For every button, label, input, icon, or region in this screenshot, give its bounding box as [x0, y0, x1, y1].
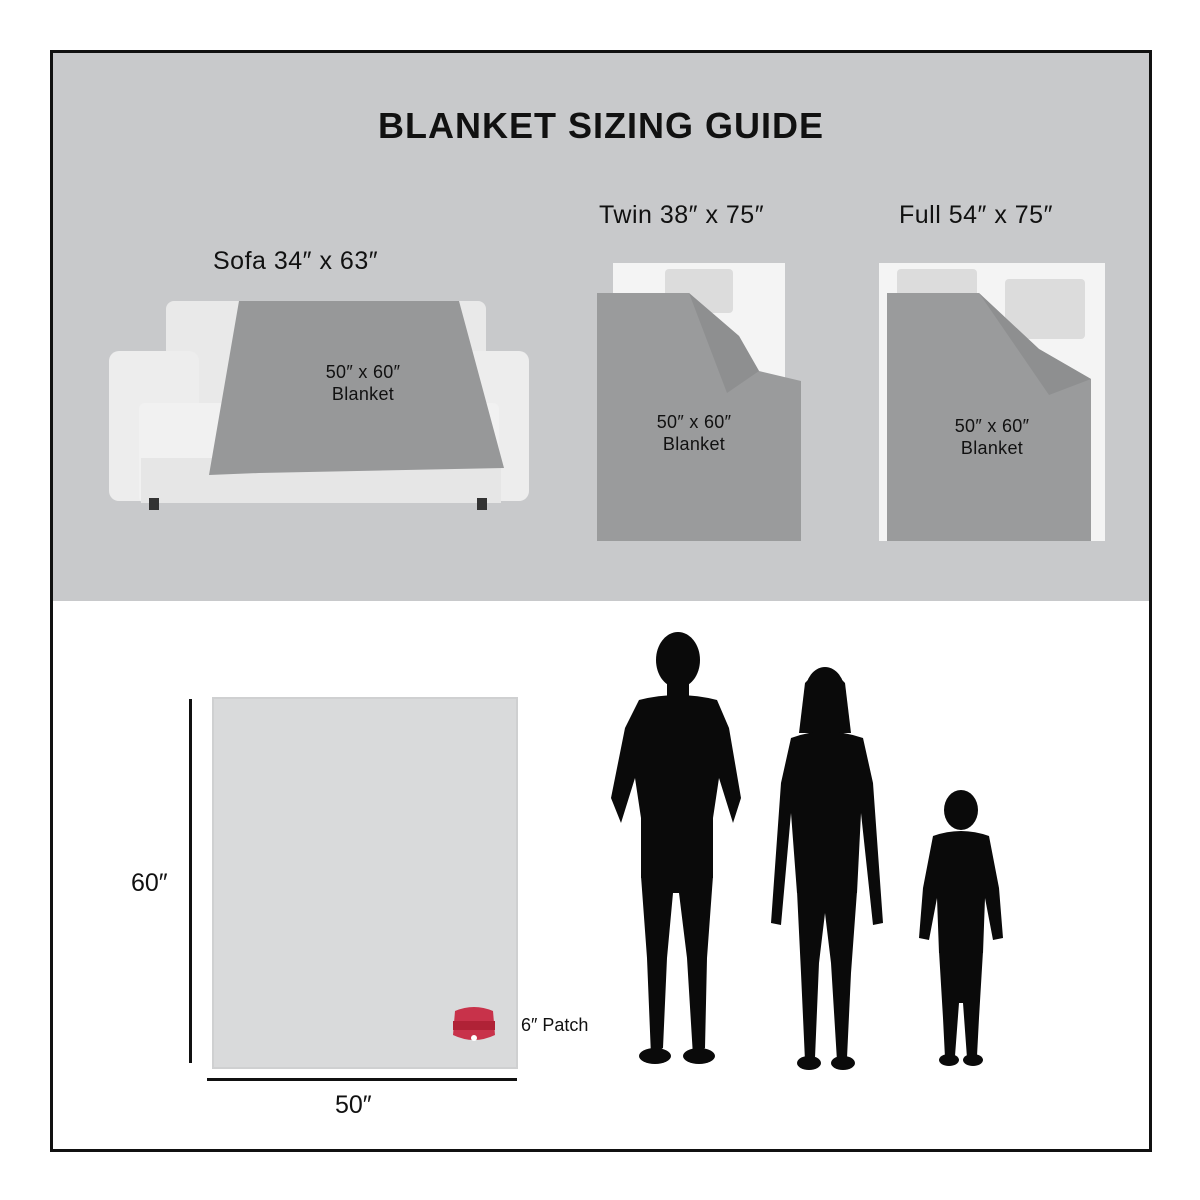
width-dimension-line: [207, 1078, 517, 1082]
full-bed-illustration: [879, 263, 1105, 543]
height-dimension-label: 60″: [131, 869, 168, 897]
patch-size-label: 6″ Patch: [521, 1015, 589, 1035]
twin-blanket-word: Blanket: [662, 434, 726, 454]
twin-blanket-size: 50″ x 60″: [656, 412, 732, 432]
furniture-panel: [53, 53, 1149, 601]
sofa-blanket-size: 50″ x 60″: [325, 362, 401, 382]
child-silhouette: [919, 788, 1003, 1073]
twin-blanket-label: [639, 411, 749, 455]
sofa-blanket-label: [303, 361, 423, 405]
sizing-guide-frame: [50, 50, 1152, 1152]
full-blanket-label: [937, 415, 1047, 459]
height-dimension-line: [189, 699, 193, 1063]
width-dimension-label: 50″: [335, 1091, 372, 1119]
full-blanket-size: 50″ x 60″: [954, 416, 1030, 436]
full-blanket-word: Blanket: [960, 438, 1024, 458]
full-size-label: Full 54″ x 75″: [899, 201, 1053, 229]
sofa-illustration: [109, 293, 529, 518]
woman-silhouette: [769, 663, 889, 1083]
champions-patch-logo: [449, 1005, 499, 1045]
sofa-blanket-word: Blanket: [331, 384, 395, 404]
sofa-size-label: Sofa 34″ x 63″: [213, 247, 379, 275]
man-silhouette: [601, 628, 751, 1078]
twin-bed-illustration: [609, 261, 789, 541]
page-title: BLANKET SIZING GUIDE: [377, 105, 824, 146]
twin-size-label: Twin 38″ x 75″: [599, 201, 765, 229]
